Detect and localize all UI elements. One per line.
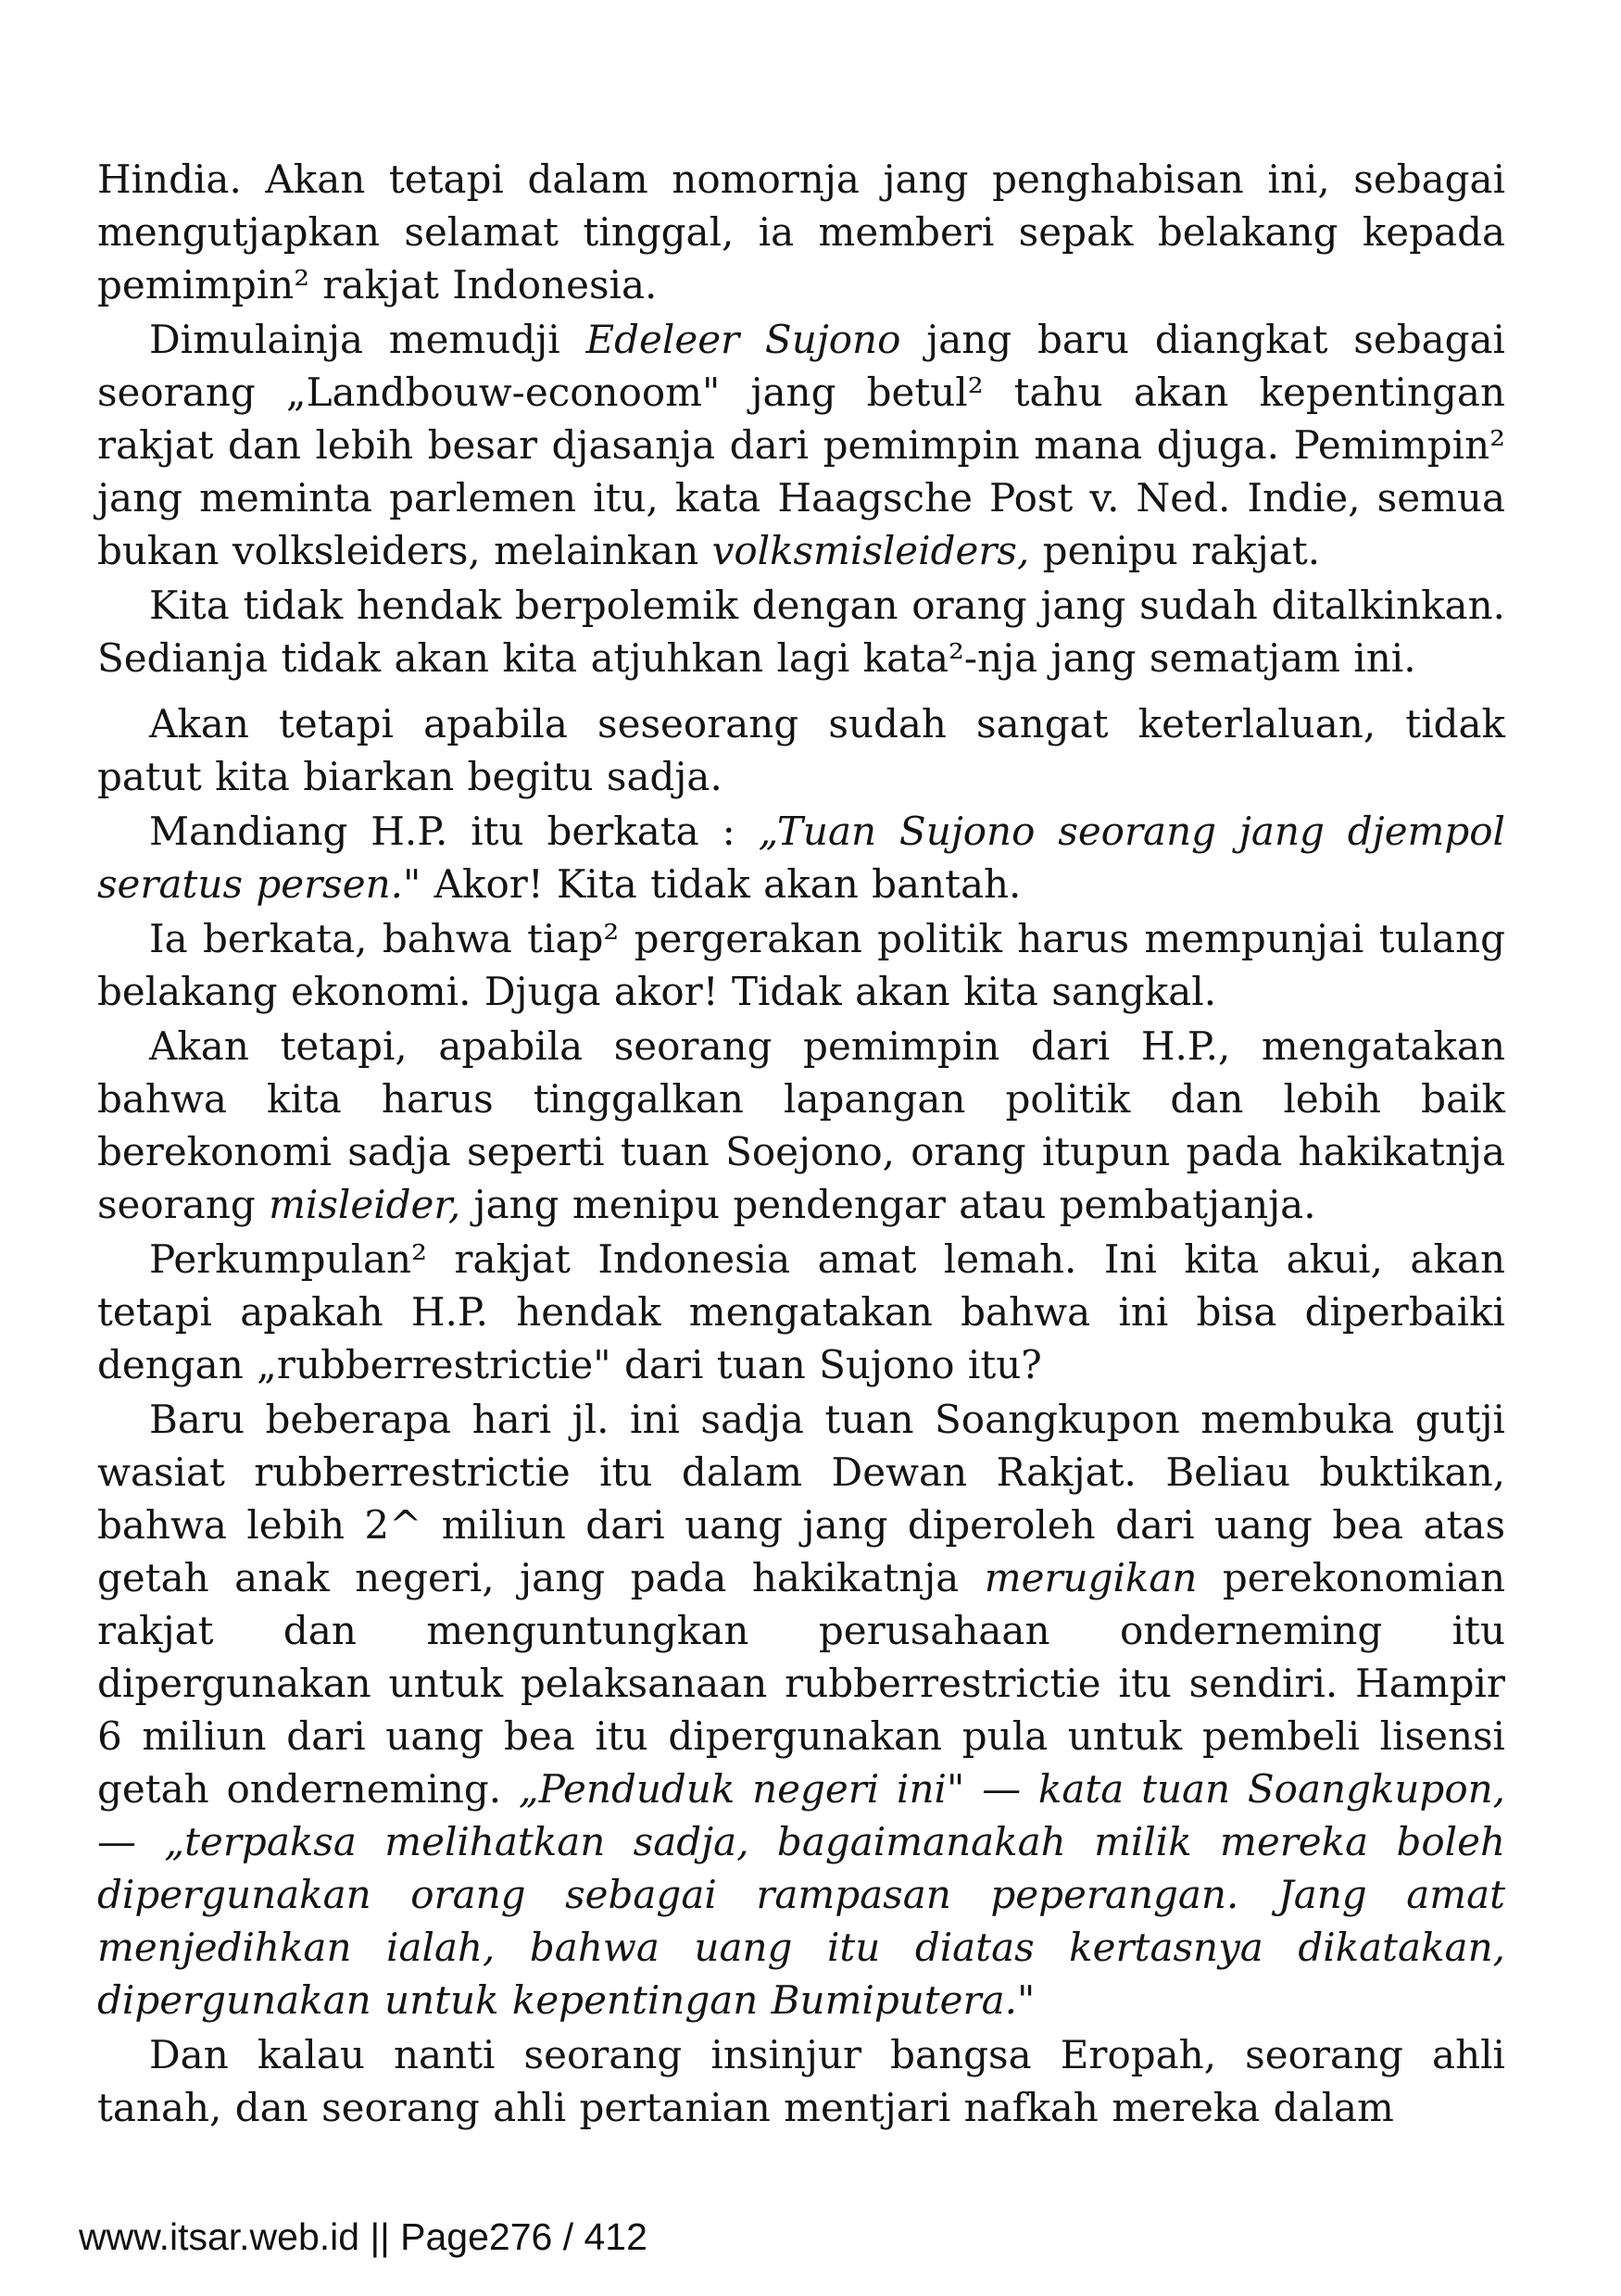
paragraph-5: [97, 805, 1505, 910]
paragraph-text: Perkumpulan² rakjat Indonesia amat lemah. Ini kita akui, akan tetapi apakah H.P. hendak mengatakan bahwa ini bisa diperbaiki dengan „rubberrestrictie" dari tuan Sujono itu?: [97, 1236, 1505, 1387]
italic-text: misleider,: [269, 1182, 461, 1227]
paragraph-text: Dimulainja memudji: [149, 317, 586, 362]
paragraph-6: [97, 912, 1505, 1018]
paragraph-8: [97, 1233, 1505, 1391]
page-footer: www.itsar.web.id || Page276 / 412: [79, 2215, 647, 2258]
paragraph-9: [97, 1393, 1505, 2026]
paragraph-text: jang baru diangkat sebagai seorang „Landbouw-econoom" jang betul² tahu akan kepentingan rakjat dan lebih besar djasanja dari pemimpin mana djuga. Pemimpin² jang meminta parlemen itu, kata Haagsche Post v. Ned. Indie, semua bukan volksleiders, melainkan: [97, 317, 1505, 573]
italic-text: „Penduduk negeri ini" — kata tuan Soangkupon, — „terpaksa melihatkan sadja, bagaimanakah milik mereka boleh dipergunakan orang sebagai rampasan peperangan. Jang amat menjedihkan ialah, bahwa uang itu diatas kertasnya dikatakan, dipergunakan untuk kepentingan Bumiputera.: [97, 1766, 1506, 2023]
paragraph-text: " Akor! Kita tidak akan bantah.: [403, 861, 1022, 907]
paragraph-text: perekonomian rakjat dan menguntungkan perusahaan onderneming itu dipergunakan untuk pelaksanaan rubberrestrictie itu sendiri. Hampir 6 miliun dari uang bea itu dipergunakan pula untuk pembeli lisensi getah onderneming.: [97, 1555, 1505, 1812]
paragraph-text: penipu rakjat.: [1029, 528, 1321, 573]
paragraph-text: Ia berkata, bahwa tiap² pergerakan politik harus mempunjai tulang belakang ekonomi. Djuga akor! Tidak akan kita sangkal.: [97, 916, 1505, 1014]
paragraph-text: Dan kalau nanti seorang insinjur bangsa Eropah, seorang ahli tanah, dan seorang ahli pertanian mentjari nafkah mereka dalam: [97, 2032, 1505, 2130]
paragraph-text: Baru beberapa hari jl. ini sadja tuan Soangkupon membuka gutji wasiat rubberrestrictie itu dalam Dewan Rakjat. Beliau buktikan, bahwa lebih 2^ miliun dari uang jang diperoleh dari uang bea atas getah anak negeri, jang pada hakikatnja: [97, 1397, 1505, 1600]
italic-text: „Tuan Sujono seorang jang djempol seratus persen.: [97, 809, 1505, 907]
paragraph-text: Akan tetapi apabila seseorang sudah sangat keterlaluan, tidak patut kita biarkan begitu sadja.: [97, 701, 1505, 799]
page-body: [97, 153, 1505, 2136]
italic-text: volksmisleiders,: [711, 528, 1030, 573]
paragraph-10: [97, 2028, 1505, 2134]
italic-text: merugikan: [984, 1555, 1198, 1600]
paragraph-text: Akan tetapi, apabila seorang pemimpin dari H.P., mengatakan bahwa kita harus tinggalkan lapangan politik dan lebih baik berekonomi sadja seperti tuan Soejono, orang itupun pada hakikatnja seorang: [97, 1023, 1505, 1227]
paragraph-text: ": [1016, 1977, 1036, 2023]
paragraph-7: [97, 1020, 1505, 1231]
paragraph-text: Hindia. Akan tetapi dalam nomornja jang penghabisan ini, sebagai mengutjapkan selamat tinggal, ia memberi sepak belakang kepada pemimpin² rakjat Indonesia.: [97, 157, 1505, 307]
paragraph-text: jang menipu pendengar atau pembatjanja.: [460, 1182, 1316, 1227]
paragraph-2: [97, 313, 1505, 577]
paragraph-3: [97, 579, 1505, 684]
paragraph-4: [97, 697, 1505, 803]
paragraph-1: [97, 153, 1505, 311]
paragraph-text: Mandiang H.P. itu berkata :: [149, 809, 759, 854]
italic-text: Edeleer Sujono: [585, 317, 901, 362]
paragraph-text: Kita tidak hendak berpolemik dengan orang jang sudah ditalkinkan. Sedianja tidak akan kita atjuhkan lagi kata²-nja jang sematjam ini.: [97, 583, 1505, 681]
